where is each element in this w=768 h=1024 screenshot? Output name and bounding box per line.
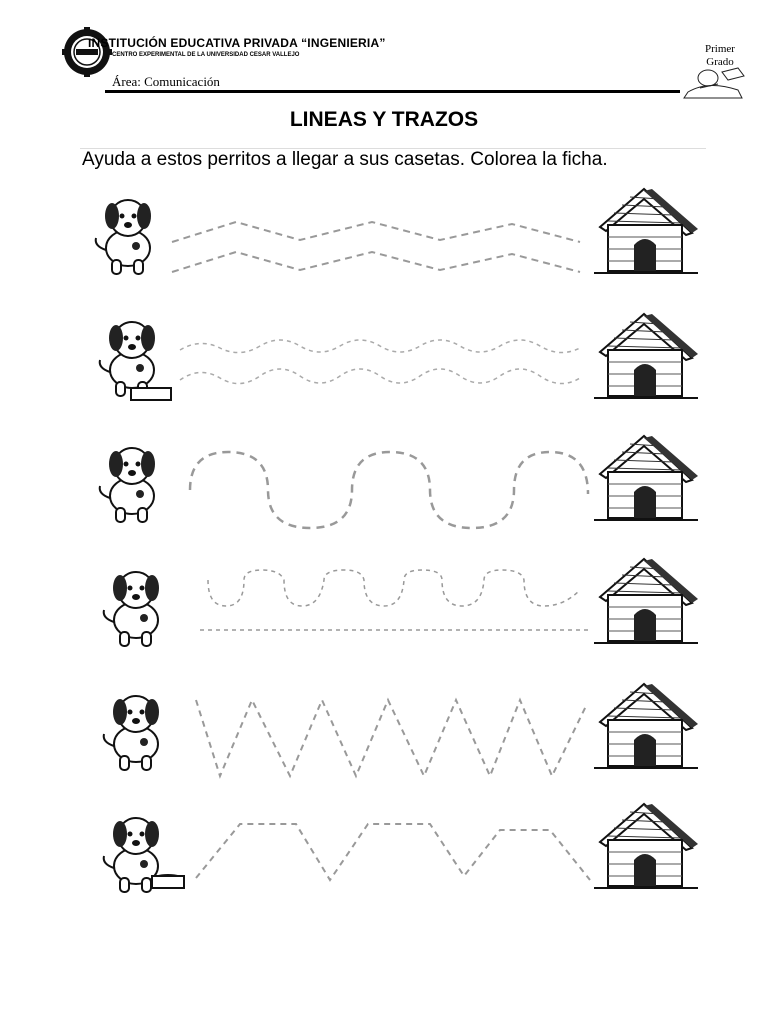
grade-line-2: Grado [706, 56, 734, 68]
dog-bowl-icon [152, 875, 184, 888]
dog-with-bone-icon [100, 448, 155, 522]
trace-zigzag-tall[interactable] [196, 700, 586, 776]
subject-area: Área: Comunicación [112, 74, 220, 89]
dog-pointing-icon [96, 200, 151, 274]
doghouse-icon [594, 804, 698, 888]
trace-zigzag-shallow[interactable] [172, 222, 580, 272]
institution-subtitle: CENTRO EXPERIMENTAL DE LA UNIVERSIDAD CESAR VALLEJO [112, 52, 300, 58]
dog-with-bone-and-bowl-icon [100, 322, 155, 396]
poodle-icon [104, 696, 159, 770]
spotted-dog-icon [104, 572, 159, 646]
doghouse-icon [594, 684, 698, 768]
trace-large-waves[interactable] [190, 452, 588, 528]
page-title: LINEAS Y TRAZOS [289, 108, 479, 131]
doghouse-icon [594, 314, 698, 398]
institution-name: INSTITUCIÓN EDUCATIVA PRIVADA “INGENIERIA” [88, 36, 386, 50]
grade-line-1: Primer [705, 43, 735, 55]
instruction-text: Ayuda a estos perritos a llegar a sus casetas. Colorea la ficha. [82, 149, 608, 170]
doghouse-icon [594, 559, 698, 643]
trace-scallops-and-line[interactable] [200, 570, 588, 630]
trace-small-waves[interactable] [180, 340, 580, 384]
doghouse-icon [594, 189, 698, 273]
doghouse-icon [594, 436, 698, 520]
dog-with-bowl-icon [104, 818, 159, 892]
trace-trapezoid-waves[interactable] [196, 824, 590, 880]
dog-bowl-icon [131, 388, 171, 400]
